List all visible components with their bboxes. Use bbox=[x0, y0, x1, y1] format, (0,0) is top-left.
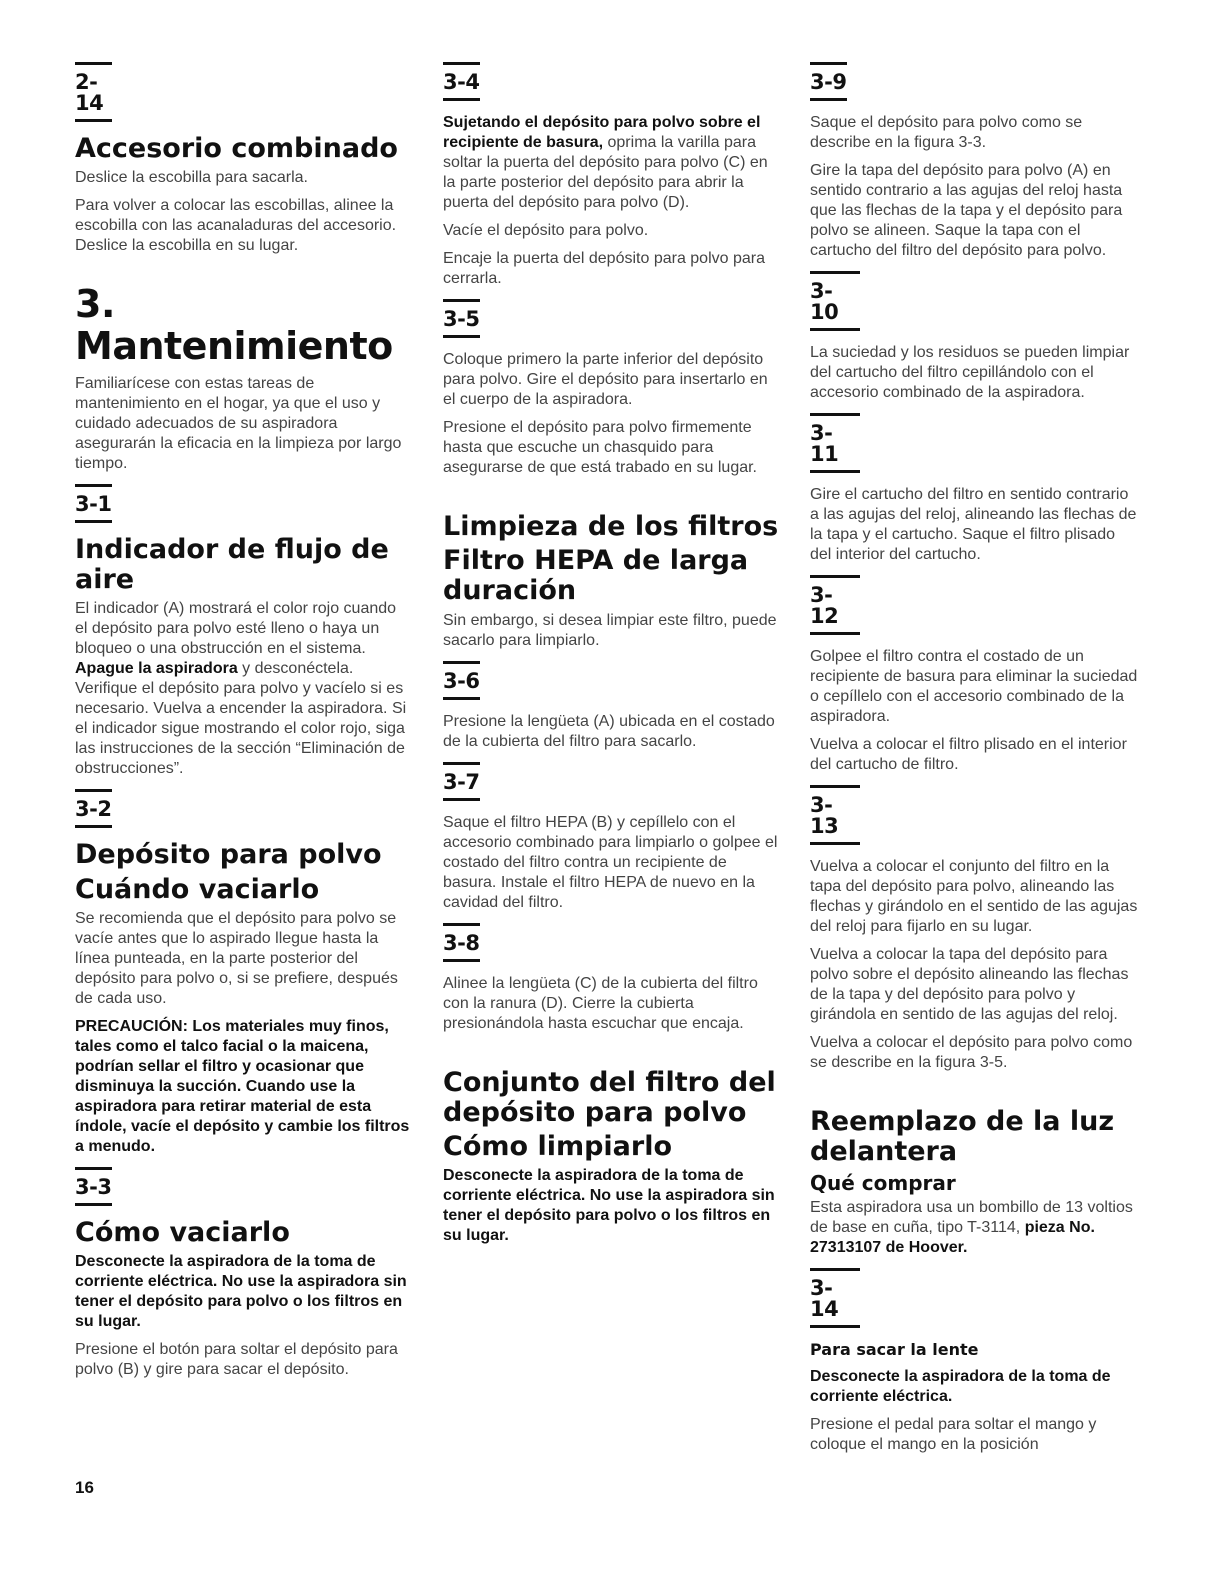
heading-como-vaciarlo: Cómo vaciarlo bbox=[75, 1216, 290, 1248]
paragraph: Golpee el filtro contra el costado de un recipiente de basura para eliminar la suciedad o cepíllelo con el accesorio combinado de la aspiradora. bbox=[810, 648, 1138, 725]
paragraph-indicador bbox=[75, 599, 410, 779]
paragraph: Gire la tapa del depósito para polvo (A) en sentido contrario a las agujas del reloj hasta que las flechas de la tapa y el depósito para polvo se alineen. Saque la tapa con el cartucho del filtro del depósito para polvo. bbox=[810, 162, 1123, 259]
paragraph: Alinee la lengüeta (C) de la cubierta del filtro con la ranura (D). Cierre la cubierta presionándola hasta escuchar que encaja. bbox=[443, 974, 758, 1032]
paragraph: Presione el depósito para polvo firmemente hasta que escuche un chasquido para asegurarse de que está trabado en su lugar. bbox=[443, 419, 757, 476]
paragraph: Saque el depósito para polvo como se describe en la figura 3-3. bbox=[810, 114, 1083, 151]
heading-limpieza-filtros: Limpieza de los filtros bbox=[443, 511, 779, 542]
paragraph: Saque el filtro HEPA (B) y cepíllelo con el accesorio combinado para limpiarlo o golpee el costado del filtro contra un recipiente de basura. Instale el filtro HEPA de nuevo en la cavidad del filtro. bbox=[443, 813, 778, 911]
figure-ref-3-11: 3-11 bbox=[810, 413, 860, 473]
heading-filtro-hepa: Filtro HEPA de larga duración bbox=[443, 545, 749, 607]
bold-text: Apague la aspiradora bbox=[75, 660, 238, 678]
figure-ref-3-2: 3-2 bbox=[75, 789, 112, 828]
paragraph: Vuelva a colocar la tapa del depósito para polvo sobre el depósito alineando las flechas de la tapa y del depósito para polvo y girándola en sentido de las agujas del reloj. bbox=[810, 946, 1129, 1023]
paragraph: Vuelva a colocar el filtro plisado en el interior del cartucho de filtro. bbox=[810, 736, 1127, 773]
heading-accesorio-combinado: Accesorio combinado bbox=[75, 133, 398, 164]
text: y desconéctela. Verifique el depósito para polvo y vacíelo si es necesario. Vuelva a encender la aspiradora. Si el indicador sigue mostrando el color rojo, siga las instrucciones de la sección “Eliminación de obstrucciones”. bbox=[75, 660, 407, 778]
caution-text: PRECAUCIÓN: Los materiales muy finos, tales como el talco facial o la maicena, podrían sellar el filtro y ocasionar que disminuya la succión. Cuando use la aspiradora para retirar material de esta índole, vacíe el depósito y cambie los filtros a menudo. bbox=[75, 1017, 410, 1155]
warning-text: Desconecte la aspiradora de la toma de corriente eléctrica. bbox=[810, 1368, 1111, 1406]
figure-ref-3-1: 3-1 bbox=[75, 484, 112, 523]
paragraph: Deslice la escobilla para sacarla. bbox=[75, 169, 308, 187]
column-middle bbox=[443, 62, 783, 1254]
figure-ref-3-12: 3-12 bbox=[810, 575, 860, 635]
paragraph: Vuelva a colocar el conjunto del filtro en la tapa del depósito para polvo, alineando las flechas y girándolo en el sentido de las agujas del reloj para fijarlo en su lugar. bbox=[810, 858, 1138, 935]
figure-ref-3-10: 3-10 bbox=[810, 271, 860, 331]
paragraph-sujetando bbox=[443, 113, 783, 213]
page-number: 16 bbox=[75, 1478, 94, 1497]
paragraph: Sin embargo, si desea limpiar este filtro, puede sacarlo para limpiarlo. bbox=[443, 611, 777, 649]
paragraph: Presione la lengüeta (A) ubicada en el costado de la cubierta del filtro para sacarlo. bbox=[443, 712, 775, 750]
figure-ref-3-14: 3-14 bbox=[810, 1268, 860, 1328]
paragraph: Vacíe el depósito para polvo. bbox=[443, 222, 649, 239]
heading-reemplazo-luz: Reemplazo de la luz delantera bbox=[810, 1106, 1115, 1168]
paragraph: Coloque primero la parte inferior del depósito para polvo. Gire el depósito para insertarlo en el cuerpo de la aspiradora. bbox=[443, 351, 768, 408]
figure-ref-3-8: 3-8 bbox=[443, 923, 480, 962]
figure-ref-3-13: 3-13 bbox=[810, 785, 860, 845]
warning-text: Desconecte la aspiradora de la toma de corriente eléctrica. No use la aspiradora sin tener el depósito para polvo o los filtros en su lugar. bbox=[75, 1253, 407, 1330]
figure-ref-3-6: 3-6 bbox=[443, 661, 480, 700]
heading-conjunto-filtro: Conjunto del filtro del depósito para polvo bbox=[443, 1066, 776, 1128]
bold-text: Sujetando el depósito para polvo sobre el recipiente de basura, bbox=[443, 114, 761, 151]
heading-que-comprar: Qué comprar bbox=[810, 1171, 956, 1196]
heading-para-sacar-lente: Para sacar la lente bbox=[810, 1340, 979, 1360]
figure-ref-3-5: 3-5 bbox=[443, 299, 480, 338]
text: oprima la varilla para soltar la puerta del depósito para polvo (C) en la parte posterior del depósito para abrir la puerta del depósito para polvo (D). bbox=[443, 134, 768, 211]
figure-ref-2-14: 2-14 bbox=[75, 62, 112, 122]
column-left bbox=[75, 62, 410, 1388]
paragraph: Para volver a colocar las escobillas, alinee la escobilla con las acanaladuras del accesorio. Deslice la escobilla en su lugar. bbox=[75, 197, 397, 255]
section-title-mantenimiento: 3. Mantenimiento bbox=[75, 282, 393, 369]
paragraph: La suciedad y los residuos se pueden limpiar del cartucho del filtro cepillándolo con el accesorio combinado de la aspiradora. bbox=[810, 344, 1130, 401]
paragraph: Gire el cartucho del filtro en sentido contrario a las agujas del reloj, alineando las flechas de la tapa y el cartucho. Saque el filtro plisado del interior del cartucho. bbox=[810, 486, 1137, 563]
heading-deposito: Depósito para polvo bbox=[75, 839, 382, 871]
heading-como-limpiarlo: Cómo limpiarlo bbox=[443, 1131, 673, 1163]
warning-text: Desconecte la aspiradora de la toma de corriente eléctrica. No use la aspiradora sin tener el depósito para polvo o los filtros en su lugar. bbox=[443, 1167, 775, 1245]
bold-text: pieza No. 27313107 de Hoover. bbox=[810, 1219, 1095, 1257]
paragraph: Presione el botón para soltar el depósito para polvo (B) y gire para sacar el depósito. bbox=[75, 1341, 398, 1378]
text: Esta aspiradora usa un bombillo de 13 voltios de base en cuña, tipo T-3114, bbox=[810, 1199, 1133, 1237]
figure-ref-3-4: 3-4 bbox=[443, 62, 480, 101]
heading-indicador: Indicador de flujo de aire bbox=[75, 533, 389, 596]
paragraph-bombillo bbox=[810, 1198, 1140, 1258]
paragraph: Se recomienda que el depósito para polvo se vacíe antes que lo aspirado llegue hasta la línea punteada, en la parte posterior del depósito para polvo o, si se prefiere, después de cada uso. bbox=[75, 909, 398, 1007]
paragraph: Presione el pedal para soltar el mango y coloque el mango en la posición bbox=[810, 1416, 1097, 1454]
figure-ref-3-7: 3-7 bbox=[443, 762, 480, 801]
text: El indicador (A) mostrará el color rojo cuando el depósito para polvo esté lleno o haya un bloqueo o una obstrucción en el sistema. bbox=[75, 600, 397, 658]
figure-ref-3-9: 3-9 bbox=[810, 62, 847, 101]
heading-cuando-vaciarlo: Cuándo vaciarlo bbox=[75, 873, 320, 905]
paragraph: Vuelva a colocar el depósito para polvo como se describe en la figura 3-5. bbox=[810, 1034, 1133, 1071]
column-right bbox=[810, 62, 1140, 1463]
paragraph: Familiarícese con estas tareas de mantenimiento en el hogar, ya que el uso y cuidado adecuados de su aspiradora asegurarán la eficacia en la limpieza por largo tiempo. bbox=[75, 374, 402, 472]
paragraph: Encaje la puerta del depósito para polvo para cerrarla. bbox=[443, 250, 765, 287]
figure-ref-3-3: 3-3 bbox=[75, 1167, 112, 1206]
